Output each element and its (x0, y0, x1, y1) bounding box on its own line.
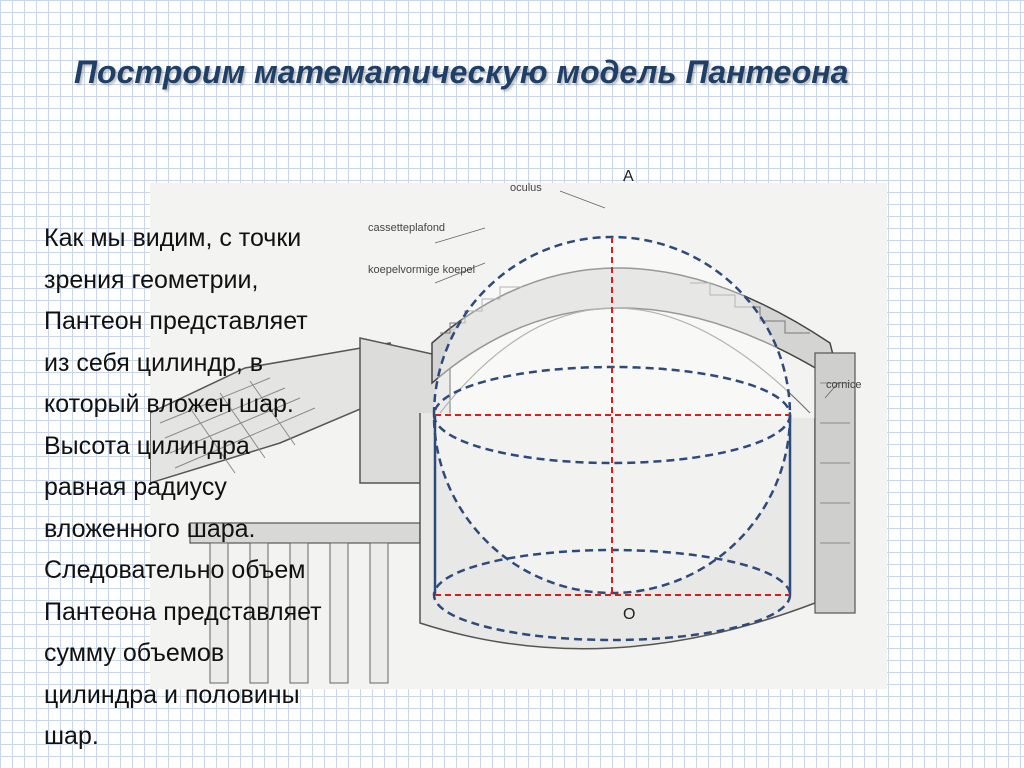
label-dome: koepelvormige koepel (368, 264, 476, 276)
right-wall (815, 353, 855, 613)
point-label-o: О (623, 606, 636, 623)
text-line: Как мы видим, с точки (44, 224, 302, 252)
text-line: цилиндра и половины (44, 680, 300, 709)
label-right: cornice (826, 379, 862, 391)
text-line: Пантеон представляет (44, 307, 308, 335)
explanation-text (44, 218, 404, 758)
point-label-a: А (623, 168, 634, 185)
text-line: Пантеона представляет (44, 597, 322, 626)
text-line: шар. (44, 722, 99, 750)
text-line: зрения геометрии, (44, 265, 259, 294)
text-line: Высота цилиндра (44, 431, 250, 460)
slide-title: Построим математическую модель Пантеона (74, 54, 849, 90)
label-cassette: cassetteplafond (368, 222, 446, 234)
text-line: сумму объемов (44, 639, 225, 667)
text-line: Следовательно объем (44, 556, 306, 584)
text-line: равная радиусу (44, 473, 227, 501)
text-line: который вложен шар. (44, 390, 294, 418)
label-oculus: oculus (510, 183, 542, 194)
text-line: из себя цилиндр, в (44, 348, 264, 377)
text-line: вложенного шара. (44, 514, 256, 543)
